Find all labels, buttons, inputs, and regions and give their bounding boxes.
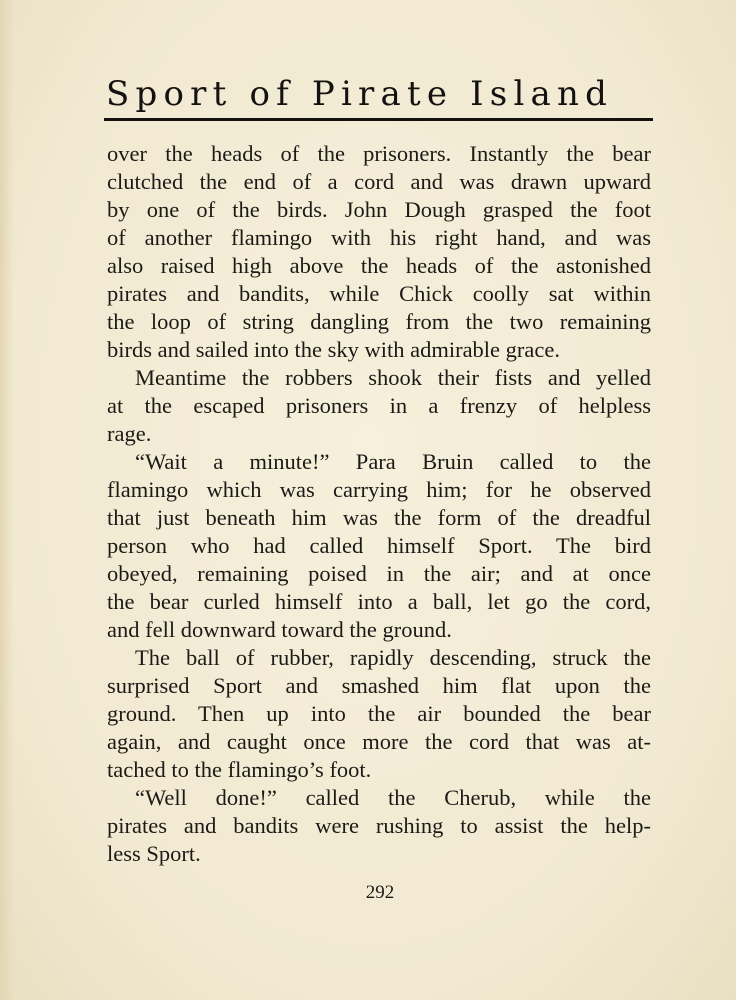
text-line: ground. Then up into the air bounded the bear xyxy=(107,701,651,726)
text-line: obeyed, remaining poised in the air; and at once xyxy=(107,561,651,586)
text-line: pirates and bandits were rushing to assist the help- xyxy=(107,813,651,838)
page-number: 292 xyxy=(365,882,395,903)
text-line: and fell downward toward the ground. xyxy=(107,617,452,642)
text-line: over the heads of the prisoners. Instantly the bear xyxy=(107,141,651,166)
page-gutter-shadow xyxy=(0,0,14,1000)
text-line: pirates and bandits, while Chick coolly sat within xyxy=(107,281,651,306)
text-line: again, and caught once more the cord that was at- xyxy=(107,729,651,754)
text-line: also raised high above the heads of the astonished xyxy=(107,253,651,278)
text-line: surprised Sport and smashed him flat upon the xyxy=(107,673,651,698)
text-line: person who had called himself Sport. The bird xyxy=(107,533,651,558)
text-line: less Sport. xyxy=(107,841,201,866)
text-line: at the escaped prisoners in a frenzy of helpless xyxy=(107,393,651,418)
text-line: tached to the flamingo’s foot. xyxy=(107,757,372,782)
header-rule xyxy=(104,118,653,121)
body-text xyxy=(107,140,651,868)
text-line: rage. xyxy=(107,421,152,446)
text-line: flamingo which was carrying him; for he observed xyxy=(107,477,651,502)
text-line: the loop of string dangling from the two remaining xyxy=(107,309,651,334)
text-line: the bear curled himself into a ball, let go the cord, xyxy=(107,589,651,614)
text-line: birds and sailed into the sky with admirable grace. xyxy=(107,337,560,362)
text-line: Meantime the robbers shook their fists and yelled xyxy=(135,365,651,390)
text-line: of another flamingo with his right hand, and was xyxy=(107,225,651,250)
running-head-title: Sport of Pirate Island xyxy=(106,74,614,114)
text-line: that just beneath him was the form of the dreadful xyxy=(107,505,651,530)
text-line: “Well done!” called the Cherub, while the xyxy=(135,785,651,810)
text-line: clutched the end of a cord and was drawn upward xyxy=(107,169,651,194)
text-line: “Wait a minute!” Para Bruin called to the xyxy=(135,449,651,474)
text-line: The ball of rubber, rapidly descending, struck the xyxy=(135,645,651,670)
text-line: by one of the birds. John Dough grasped the foot xyxy=(107,197,651,222)
